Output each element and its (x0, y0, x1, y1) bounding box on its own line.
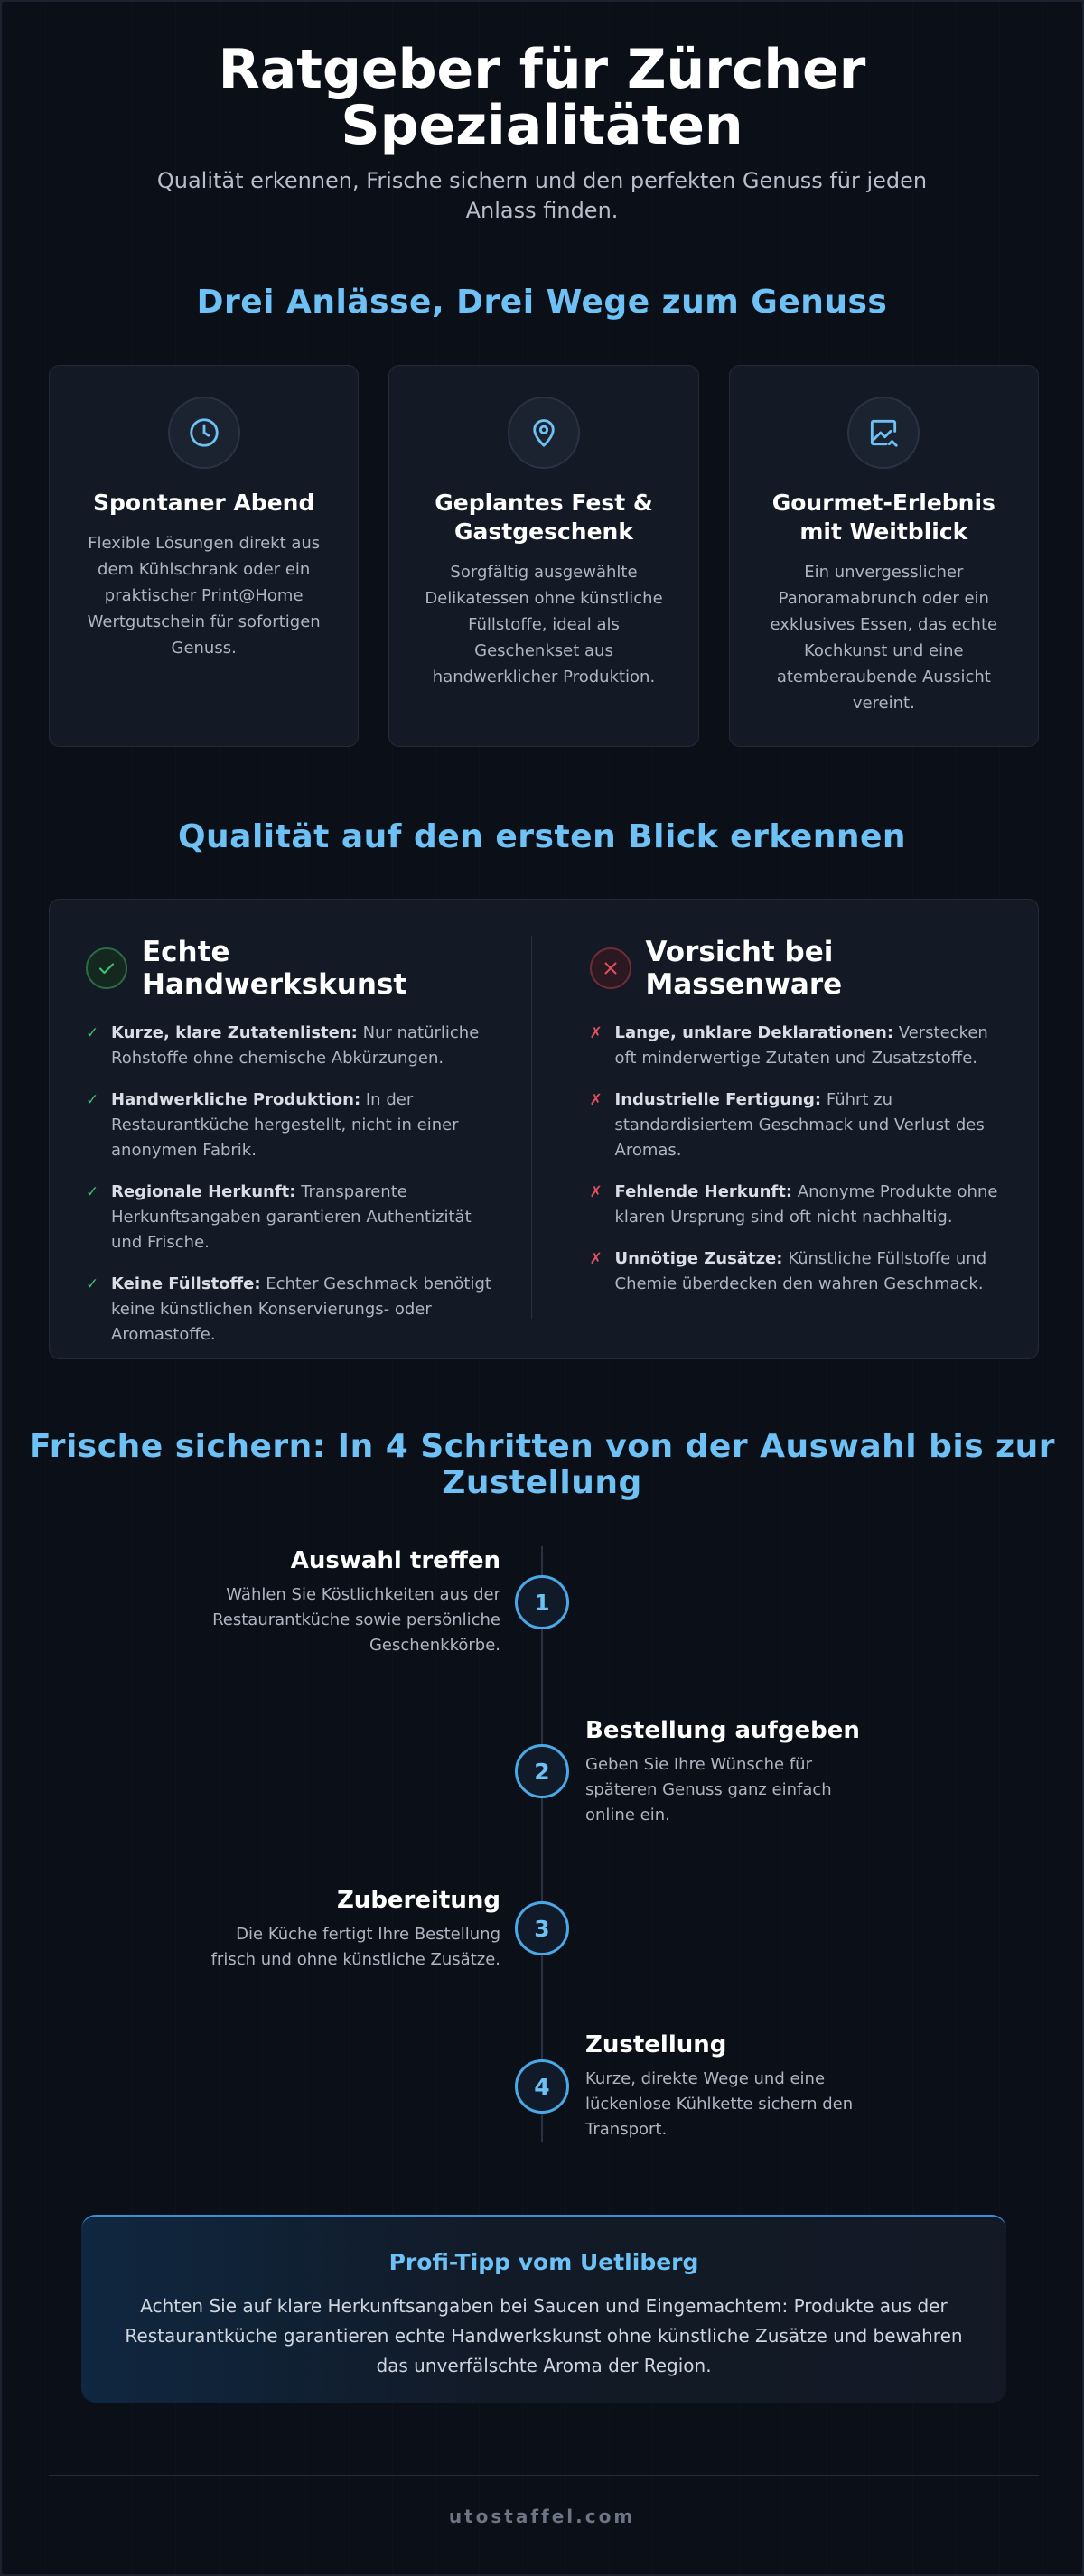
occasion-card (388, 365, 698, 747)
steps-timeline (2, 1537, 1082, 2151)
clock-icon (168, 397, 240, 469)
page-title: Ratgeber für Zürcher Spezialitäten (218, 38, 866, 157)
good-header (86, 936, 499, 1001)
occasion-card-text: Ein unvergesslicher Panoramabrunch oder ein exklusives Essen, das echte Kochkunst und eine atemberaubende Aussicht vereint. (770, 563, 998, 713)
list-item: ✗ Fehlende Herkunft: Anonyme Produkte ohne klaren Ursprung sind oft nicht nachhaltig. (590, 1180, 1003, 1230)
list-item: ✗ Lange, unklare Deklarationen: Verstecken oft minderwertige Zutaten und Zusatzstoffe. (590, 1021, 1003, 1071)
close-icon (590, 947, 631, 989)
list-item: ✗ Unnötige Zusätze: Künstliche Füllstoffe und Chemie überdecken den wahren Geschmack. (590, 1246, 1003, 1297)
good-title: Echte Handwerkskunst (142, 936, 407, 1001)
good-column (86, 936, 532, 1344)
timeline-line (541, 1546, 543, 2142)
step-2 (585, 1716, 883, 1828)
quality-title: Qualität auf den ersten Blick erkennen (177, 818, 907, 855)
check-icon (86, 947, 127, 989)
check-mark-icon: ✓ (86, 1024, 99, 1042)
check-mark-icon: ✓ (86, 1183, 99, 1201)
page-subtitle: Qualität erkennen, Frische sichern und den perfekten Genuss für jeden Anlass finden. (156, 168, 928, 223)
step-text: Die Küche fertigt Ihre Bestellung frisch und ohne künstliche Zusätze. (210, 1925, 500, 1969)
occasion-card (49, 365, 359, 747)
list-item: ✓ Kurze, klare Zutatenlisten: Nur natürliche Rohstoffe ohne chemische Abkürzungen. (86, 1021, 499, 1071)
step-text: Wählen Sie Köstlichkeiten aus der Restaurantküche sowie persönliche Geschenkkörbe. (212, 1585, 500, 1655)
list-item: ✓ Handwerkliche Produktion: In der Restaurantküche hergestellt, nicht in einer anonymen Fabrik. (86, 1087, 499, 1163)
chart-frame-icon (847, 397, 920, 469)
cross-mark-icon: ✗ (589, 1091, 603, 1109)
quality-comparison (49, 899, 1039, 1359)
occasion-card (729, 365, 1039, 747)
occasion-cards (49, 365, 1039, 747)
check-mark-icon: ✓ (86, 1091, 99, 1109)
occasion-card-title: Spontaner Abend (92, 490, 315, 516)
step-title: Bestellung aufgeben (585, 1717, 860, 1744)
step-number: 1 (515, 1575, 569, 1629)
tip-title: Profi-Tipp vom Uetliberg (388, 2249, 699, 2275)
step-number: 4 (515, 2059, 569, 2114)
occasions-title: Drei Anlässe, Drei Wege zum Genuss (196, 284, 888, 321)
footer-divider (49, 2475, 1039, 2476)
bad-column (532, 936, 1003, 1358)
good-list (86, 1021, 499, 1348)
step-title: Zubereitung (336, 1887, 500, 1914)
steps-title: Frische sichern: In 4 Schritten von der Auswahl bis zur Zustellung (28, 1428, 1056, 1501)
occasion-card-title: Geplantes Fest & Gastgeschenk (435, 490, 653, 545)
cross-mark-icon: ✗ (589, 1183, 603, 1201)
occasion-card-title: Gourmet-Erlebnis mit Weitblick (771, 490, 995, 545)
step-title: Zustellung (585, 2031, 727, 2058)
step-number: 2 (515, 1744, 569, 1798)
occasion-card-text: Sorgfältig ausgewählte Delikatessen ohne künstliche Füllstoffe, ideal als Geschenkset aus handwerklicher Produktion. (425, 563, 663, 686)
step-number: 3 (515, 1901, 569, 1955)
step-text: Kurze, direkte Wege und eine lückenlose Kühlkette sichern den Transport. (585, 2069, 854, 2139)
step-4 (585, 2030, 883, 2142)
bad-list (590, 1021, 1003, 1297)
step-title: Auswahl treffen (290, 1547, 500, 1574)
step-text: Geben Sie Ihre Wünsche für späteren Genuss ganz einfach online ein. (585, 1755, 832, 1825)
list-item: ✓ Keine Füllstoffe: Echter Geschmack benötigt keine künstlichen Konservierungs- oder Aromastoffe. (86, 1272, 499, 1348)
occasion-card-text: Flexible Lösungen direkt aus dem Kühlschrank oder ein praktischer Print@Home Wertgutschein für sofortigen Genuss. (87, 534, 321, 658)
tip-text: Achten Sie auf klare Herkunftsangaben bei Saucen und Eingemachtem: Produkte aus der Restaurantküche garantieren echte Handwerkskunst ohne künstliche Zusätze und bewahren das unverfälschte Aroma der Region. (125, 2295, 963, 2376)
bad-header (590, 936, 1003, 1001)
list-item: ✓ Regionale Herkunft: Transparente Herkunftsangaben garantieren Authentizität und Frische. (86, 1180, 499, 1255)
check-mark-icon: ✓ (86, 1275, 99, 1293)
cross-mark-icon: ✗ (589, 1024, 603, 1042)
cross-mark-icon: ✗ (589, 1250, 603, 1268)
footer-domain: utostaffel.com (448, 2506, 636, 2527)
hero (2, 2, 1082, 226)
list-item: ✗ Industrielle Fertigung: Führt zu standardisiertem Geschmack und Verlust des Aromas. (590, 1087, 1003, 1163)
pro-tip-box (81, 2215, 1006, 2403)
bad-title: Vorsicht bei Massenware (645, 936, 843, 1001)
location-pin-icon (508, 397, 580, 469)
step-1 (202, 1546, 500, 1658)
step-3 (202, 1886, 500, 1973)
